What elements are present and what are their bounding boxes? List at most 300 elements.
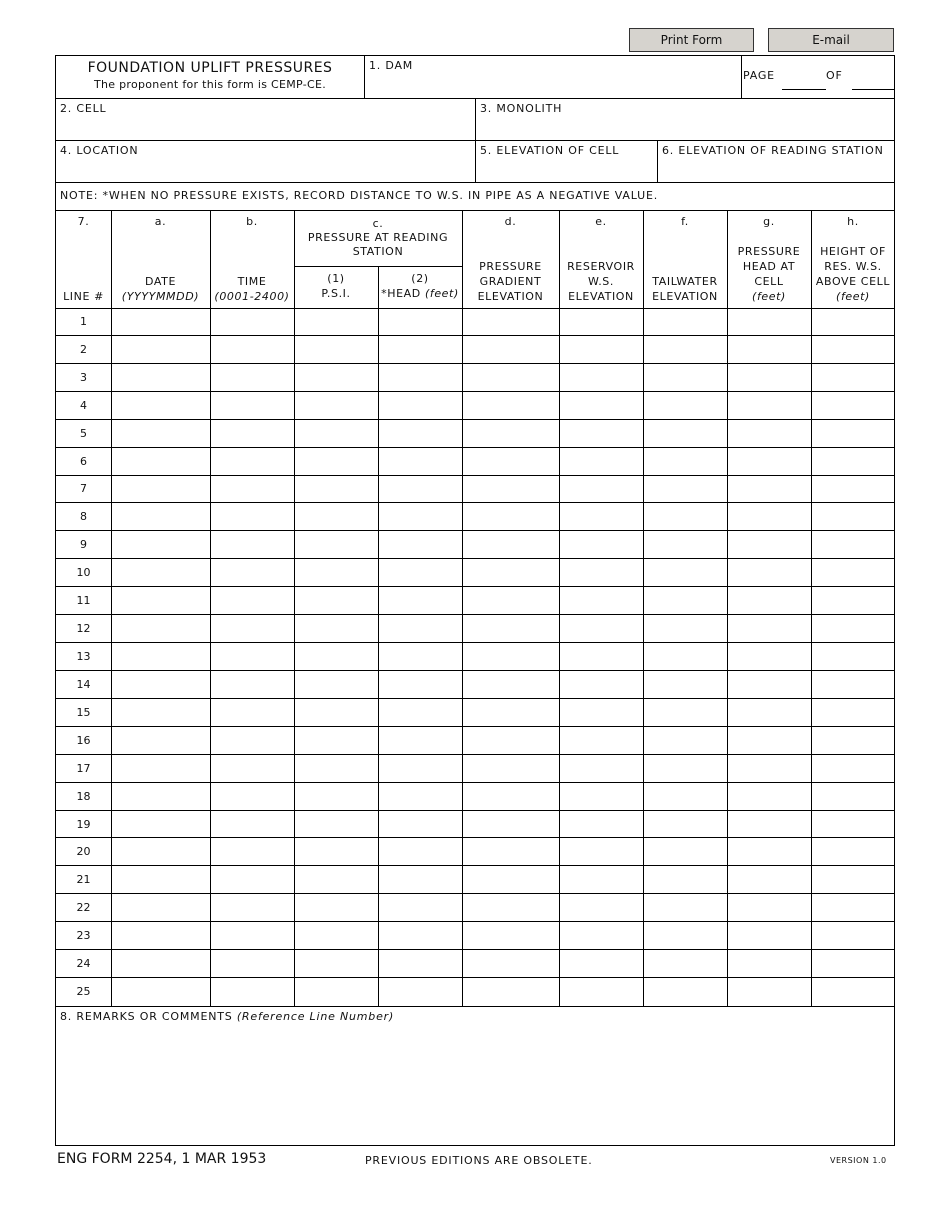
table-cell-input[interactable] [295, 559, 378, 587]
table-cell-input[interactable] [211, 783, 294, 811]
table-cell-input[interactable] [112, 420, 210, 448]
table-cell-input[interactable] [560, 922, 643, 950]
table-cell-input[interactable] [379, 559, 462, 587]
table-row [56, 866, 894, 894]
table-row [56, 392, 894, 420]
table-cell-input[interactable] [211, 615, 294, 643]
form-id: ENG FORM 2254, 1 MAR 1953 [57, 1151, 267, 1167]
table-cell-input[interactable] [211, 503, 294, 531]
col-c1-num: (1) [327, 272, 345, 285]
table-cell-input[interactable] [728, 894, 811, 922]
table-cell-input[interactable] [112, 978, 210, 1006]
page-number-field[interactable] [782, 89, 826, 90]
table-row [56, 448, 894, 476]
table-cell-input[interactable] [379, 364, 462, 392]
table-cell-input[interactable] [295, 531, 378, 559]
table-cell-input[interactable] [295, 364, 378, 392]
table-cell-input[interactable] [463, 476, 559, 504]
col-c-num: c. [372, 217, 384, 230]
table-cell-input[interactable] [728, 699, 811, 727]
table-cell-input[interactable] [560, 503, 643, 531]
table-cell-input[interactable] [812, 838, 894, 866]
table-cell-input[interactable] [211, 922, 294, 950]
table-cell-input[interactable] [463, 922, 559, 950]
table-cell-input[interactable] [728, 783, 811, 811]
col-f-num: f. [681, 215, 689, 228]
table-cell-input[interactable] [644, 476, 727, 504]
uplift-pressures-form [55, 55, 895, 1146]
table-cell-input[interactable] [644, 671, 727, 699]
table-cell-input[interactable] [112, 615, 210, 643]
table-cell-input[interactable] [644, 755, 727, 783]
table-cell-input[interactable] [295, 420, 378, 448]
table-cell-input[interactable] [728, 476, 811, 504]
table-cell-input[interactable] [295, 699, 378, 727]
table-cell-input[interactable] [211, 308, 294, 336]
col-h-label-3: ABOVE CELL [815, 275, 891, 288]
table-cell-input[interactable] [379, 587, 462, 615]
table-cell-input[interactable] [560, 838, 643, 866]
table-row [56, 559, 894, 587]
table-cell-input[interactable] [560, 420, 643, 448]
table-cell-input[interactable] [463, 615, 559, 643]
table-cell-input[interactable] [295, 727, 378, 755]
table-cell-input[interactable] [211, 364, 294, 392]
table-cell-input[interactable] [463, 699, 559, 727]
row-number: 12 [76, 622, 91, 636]
table-cell-input[interactable] [812, 978, 894, 1006]
table-cell-input[interactable] [463, 364, 559, 392]
table-row [56, 336, 894, 364]
table-cell-input[interactable] [112, 727, 210, 755]
table-cell-input[interactable] [644, 364, 727, 392]
table-cell-input[interactable] [812, 643, 894, 671]
table-cell-input[interactable] [560, 866, 643, 894]
table-cell-input[interactable] [728, 336, 811, 364]
row-number: 21 [76, 873, 91, 887]
table-cell-input[interactable] [463, 448, 559, 476]
table-cell-input[interactable] [644, 922, 727, 950]
table-cell-input[interactable] [812, 922, 894, 950]
table-cell-input[interactable] [295, 838, 378, 866]
table-cell-input[interactable] [728, 978, 811, 1006]
table-row [56, 838, 894, 866]
table-cell-input[interactable] [644, 838, 727, 866]
table-cell-input[interactable] [463, 838, 559, 866]
table-cell-input[interactable] [560, 811, 643, 839]
table-cell-input[interactable] [463, 308, 559, 336]
table-cell-input[interactable] [728, 727, 811, 755]
table-cell-input[interactable] [463, 643, 559, 671]
page-total-field[interactable] [852, 89, 894, 90]
of-label: OF [826, 69, 843, 82]
row-number: 14 [76, 677, 91, 691]
table-cell-input[interactable] [112, 671, 210, 699]
row-number: 4 [80, 398, 87, 412]
table-cell-input[interactable] [560, 531, 643, 559]
table-cell-input[interactable] [295, 587, 378, 615]
table-cell-input[interactable] [644, 531, 727, 559]
table-cell-input[interactable] [728, 615, 811, 643]
table-row [56, 699, 894, 727]
table-cell-input[interactable] [463, 587, 559, 615]
table-cell-input[interactable] [379, 838, 462, 866]
table-cell-input[interactable] [812, 894, 894, 922]
table-cell-input[interactable] [644, 448, 727, 476]
table-cell-input[interactable] [379, 755, 462, 783]
table-cell-input[interactable] [812, 615, 894, 643]
table-cell-input[interactable] [560, 783, 643, 811]
table-cell-input[interactable] [112, 950, 210, 978]
cell-label: 2. CELL [60, 102, 107, 115]
table-cell-input[interactable] [379, 894, 462, 922]
table-cell-input[interactable] [379, 503, 462, 531]
table-cell-input[interactable] [379, 811, 462, 839]
table-cell-input[interactable] [463, 503, 559, 531]
table-cell-input[interactable] [463, 559, 559, 587]
col-e-label-3: ELEVATION [568, 290, 634, 303]
table-cell-input[interactable] [379, 643, 462, 671]
table-cell-input[interactable] [560, 587, 643, 615]
table-cell-input[interactable] [560, 448, 643, 476]
table-cell-input[interactable] [295, 755, 378, 783]
table-cell-input[interactable] [295, 336, 378, 364]
row-number: 8 [80, 510, 87, 524]
col-d-label-1: PRESSURE [479, 260, 542, 273]
table-cell-input[interactable] [728, 671, 811, 699]
elevation-station-field[interactable] [658, 141, 894, 182]
table-cell-input[interactable] [295, 476, 378, 504]
table-cell-input[interactable] [812, 811, 894, 839]
table-cell-input[interactable] [812, 587, 894, 615]
table-cell-input[interactable] [112, 755, 210, 783]
table-cell-input[interactable] [644, 894, 727, 922]
table-cell-input[interactable] [812, 671, 894, 699]
table-cell-input[interactable] [644, 950, 727, 978]
row-number: 9 [80, 538, 87, 552]
elevation-cell-field[interactable] [476, 141, 657, 182]
monolith-label: 3. MONOLITH [480, 102, 563, 115]
table-cell-input[interactable] [728, 811, 811, 839]
table-cell-input[interactable] [812, 531, 894, 559]
remarks-label [60, 1010, 394, 1023]
table-cell-input[interactable] [812, 364, 894, 392]
table-cell-input[interactable] [112, 587, 210, 615]
table-cell-input[interactable] [379, 420, 462, 448]
table-row [56, 503, 894, 531]
table-cell-input[interactable] [728, 838, 811, 866]
table-cell-input[interactable] [211, 811, 294, 839]
table-cell-input[interactable] [463, 531, 559, 559]
table-cell-input[interactable] [812, 866, 894, 894]
table-cell-input[interactable] [644, 643, 727, 671]
table-row [56, 615, 894, 643]
table-cell-input[interactable] [560, 978, 643, 1006]
table-cell-input[interactable] [379, 922, 462, 950]
table-cell-input[interactable] [644, 727, 727, 755]
table-cell-input[interactable] [295, 671, 378, 699]
elevation-cell-label: 5. ELEVATION OF CELL [480, 144, 620, 157]
table-cell-input[interactable] [644, 336, 727, 364]
table-cell-input[interactable] [112, 336, 210, 364]
table-cell-input[interactable] [560, 894, 643, 922]
table-cell-input[interactable] [112, 308, 210, 336]
table-cell-input[interactable] [812, 559, 894, 587]
table-cell-input[interactable] [463, 811, 559, 839]
table-row [56, 643, 894, 671]
table-cell-input[interactable] [211, 559, 294, 587]
table-cell-input[interactable] [112, 503, 210, 531]
table-cell-input[interactable] [112, 531, 210, 559]
table-cell-input[interactable] [560, 950, 643, 978]
row-number: 20 [76, 845, 91, 859]
table-cell-input[interactable] [295, 308, 378, 336]
col-g-unit: (feet) [752, 290, 786, 303]
table-cell-input[interactable] [379, 336, 462, 364]
row-number: 18 [76, 789, 91, 803]
table-cell-input[interactable] [812, 950, 894, 978]
table-row [56, 811, 894, 839]
table-cell-input[interactable] [812, 755, 894, 783]
table-cell-input[interactable] [112, 922, 210, 950]
table-cell-input[interactable] [644, 783, 727, 811]
row-number: 16 [76, 733, 91, 747]
table-cell-input[interactable] [644, 392, 727, 420]
table-cell-input[interactable] [560, 615, 643, 643]
table-cell-input[interactable] [812, 420, 894, 448]
table-cell-input[interactable] [728, 950, 811, 978]
table-cell-input[interactable] [379, 392, 462, 420]
table-cell-input[interactable] [211, 643, 294, 671]
table-cell-input[interactable] [644, 978, 727, 1006]
table-cell-input[interactable] [112, 643, 210, 671]
col-h-label-1: HEIGHT OF [820, 245, 886, 258]
table-cell-input[interactable] [812, 727, 894, 755]
table-cell-input[interactable] [112, 699, 210, 727]
remarks-ref: (Reference Line Number) [236, 1010, 395, 1023]
col-c2-label [378, 286, 462, 301]
table-cell-input[interactable] [560, 559, 643, 587]
col-line-num: 7. [77, 215, 90, 228]
table-cell-input[interactable] [644, 559, 727, 587]
table-row [56, 531, 894, 559]
col-f-label-1: TAILWATER [652, 275, 718, 288]
col-h-label-2: RES. W.S. [824, 260, 882, 273]
table-cell-input[interactable] [644, 811, 727, 839]
row-number: 10 [76, 566, 91, 580]
table-cell-input[interactable] [463, 978, 559, 1006]
table-cell-input[interactable] [463, 671, 559, 699]
table-cell-input[interactable] [560, 392, 643, 420]
table-cell-input[interactable] [379, 950, 462, 978]
print-form-button[interactable]: Print Form [629, 28, 754, 52]
table-cell-input[interactable] [728, 755, 811, 783]
table-cell-input[interactable] [211, 866, 294, 894]
col-e-label-2: W.S. [588, 275, 614, 288]
table-cell-input[interactable] [379, 783, 462, 811]
table-cell-input[interactable] [211, 699, 294, 727]
table-cell-input[interactable] [379, 978, 462, 1006]
remarks-title: 8. REMARKS OR COMMENTS [60, 1010, 233, 1023]
table-cell-input[interactable] [463, 950, 559, 978]
table-cell-input[interactable] [379, 727, 462, 755]
table-cell-input[interactable] [560, 755, 643, 783]
table-cell-input[interactable] [211, 671, 294, 699]
table-cell-input[interactable] [728, 866, 811, 894]
table-cell-input[interactable] [644, 699, 727, 727]
table-cell-input[interactable] [211, 894, 294, 922]
table-cell-input[interactable] [379, 448, 462, 476]
table-cell-input[interactable] [211, 420, 294, 448]
table-cell-input[interactable] [728, 531, 811, 559]
table-cell-input[interactable] [728, 308, 811, 336]
table-cell-input[interactable] [211, 727, 294, 755]
table-cell-input[interactable] [379, 866, 462, 894]
col-g-label-2: HEAD AT [742, 260, 796, 273]
table-cell-input[interactable] [112, 476, 210, 504]
row-number: 2 [80, 342, 87, 356]
table-cell-input[interactable] [644, 503, 727, 531]
table-cell-input[interactable] [112, 894, 210, 922]
table-cell-input[interactable] [560, 671, 643, 699]
table-cell-input[interactable] [379, 671, 462, 699]
table-cell-input[interactable] [112, 838, 210, 866]
table-cell-input[interactable] [211, 448, 294, 476]
table-cell-input[interactable] [560, 364, 643, 392]
col-c-label: PRESSURE AT READING [307, 231, 449, 244]
table-cell-input[interactable] [211, 755, 294, 783]
location-field[interactable] [56, 141, 475, 182]
table-cell-input[interactable] [211, 587, 294, 615]
row-number: 1 [80, 314, 87, 328]
table-cell-input[interactable] [463, 336, 559, 364]
table-cell-input[interactable] [463, 392, 559, 420]
table-cell-input[interactable] [728, 559, 811, 587]
table-cell-input[interactable] [560, 699, 643, 727]
table-cell-input[interactable] [112, 392, 210, 420]
table-cell-input[interactable] [211, 978, 294, 1006]
table-cell-input[interactable] [295, 503, 378, 531]
remarks-field[interactable] [56, 1026, 894, 1144]
table-cell-input[interactable] [211, 950, 294, 978]
table-cell-input[interactable] [211, 392, 294, 420]
table-cell-input[interactable] [463, 420, 559, 448]
table-cell-input[interactable] [560, 336, 643, 364]
table-cell-input[interactable] [463, 727, 559, 755]
col-c1-label: P.S.I. [321, 287, 351, 300]
table-cell-input[interactable] [295, 866, 378, 894]
table-cell-input[interactable] [112, 783, 210, 811]
table-cell-input[interactable] [812, 448, 894, 476]
table-cell-input[interactable] [295, 978, 378, 1006]
table-cell-input[interactable] [379, 531, 462, 559]
table-cell-input[interactable] [211, 336, 294, 364]
table-cell-input[interactable] [295, 448, 378, 476]
table-row [56, 476, 894, 504]
col-d-label-2: GRADIENT [479, 275, 542, 288]
table-cell-input[interactable] [560, 476, 643, 504]
table-cell-input[interactable] [812, 392, 894, 420]
col-d-num: d. [504, 215, 517, 228]
table-cell-input[interactable] [560, 308, 643, 336]
table-cell-input[interactable] [379, 308, 462, 336]
table-cell-input[interactable] [211, 838, 294, 866]
table-cell-input[interactable] [728, 922, 811, 950]
table-cell-input[interactable] [812, 699, 894, 727]
table-cell-input[interactable] [463, 866, 559, 894]
table-cell-input[interactable] [728, 587, 811, 615]
table-cell-input[interactable] [112, 811, 210, 839]
table-cell-input[interactable] [295, 643, 378, 671]
form-title: FOUNDATION UPLIFT PRESSURES [87, 60, 333, 76]
table-cell-input[interactable] [295, 783, 378, 811]
table-cell-input[interactable] [112, 364, 210, 392]
table-cell-input[interactable] [812, 476, 894, 504]
table-cell-input[interactable] [644, 308, 727, 336]
table-cell-input[interactable] [112, 448, 210, 476]
email-button[interactable]: E-mail [768, 28, 894, 52]
page-label: PAGE [743, 69, 775, 82]
col-c2-num: (2) [411, 272, 429, 285]
table-cell-input[interactable] [812, 336, 894, 364]
table-cell-input[interactable] [728, 392, 811, 420]
table-cell-input[interactable] [211, 476, 294, 504]
table-cell-input[interactable] [728, 448, 811, 476]
table-cell-input[interactable] [644, 420, 727, 448]
table-cell-input[interactable] [644, 615, 727, 643]
table-cell-input[interactable] [295, 894, 378, 922]
table-cell-input[interactable] [644, 866, 727, 894]
col-b-num: b. [246, 215, 258, 228]
dam-label: 1. DAM [369, 59, 414, 72]
table-cell-input[interactable] [295, 615, 378, 643]
monolith-field[interactable] [476, 99, 894, 140]
table-cell-input[interactable] [463, 755, 559, 783]
dam-field[interactable] [365, 56, 740, 98]
col-d-label-3: ELEVATION [477, 290, 544, 303]
table-row [56, 308, 894, 336]
table-cell-input[interactable] [463, 894, 559, 922]
table-cell-input[interactable] [728, 364, 811, 392]
table-cell-input[interactable] [463, 783, 559, 811]
table-row [56, 783, 894, 811]
table-cell-input[interactable] [211, 531, 294, 559]
table-cell-input[interactable] [112, 559, 210, 587]
table-cell-input[interactable] [812, 783, 894, 811]
table-cell-input[interactable] [295, 922, 378, 950]
table-cell-input[interactable] [112, 866, 210, 894]
table-cell-input[interactable] [812, 503, 894, 531]
table-cell-input[interactable] [379, 699, 462, 727]
table-cell-input[interactable] [728, 503, 811, 531]
table-cell-input[interactable] [644, 587, 727, 615]
elevation-station-label: 6. ELEVATION OF READING STATION [662, 144, 884, 157]
table-cell-input[interactable] [560, 643, 643, 671]
row-number: 3 [80, 370, 87, 384]
table-cell-input[interactable] [728, 643, 811, 671]
table-cell-input[interactable] [379, 476, 462, 504]
cell-field[interactable] [56, 99, 475, 140]
table-cell-input[interactable] [812, 308, 894, 336]
table-cell-input[interactable] [295, 950, 378, 978]
table-cell-input[interactable] [728, 420, 811, 448]
table-cell-input[interactable] [560, 727, 643, 755]
table-cell-input[interactable] [295, 392, 378, 420]
table-cell-input[interactable] [379, 615, 462, 643]
col-e-label-1: RESERVOIR [567, 260, 635, 273]
table-cell-input[interactable] [295, 811, 378, 839]
table-row [56, 587, 894, 615]
